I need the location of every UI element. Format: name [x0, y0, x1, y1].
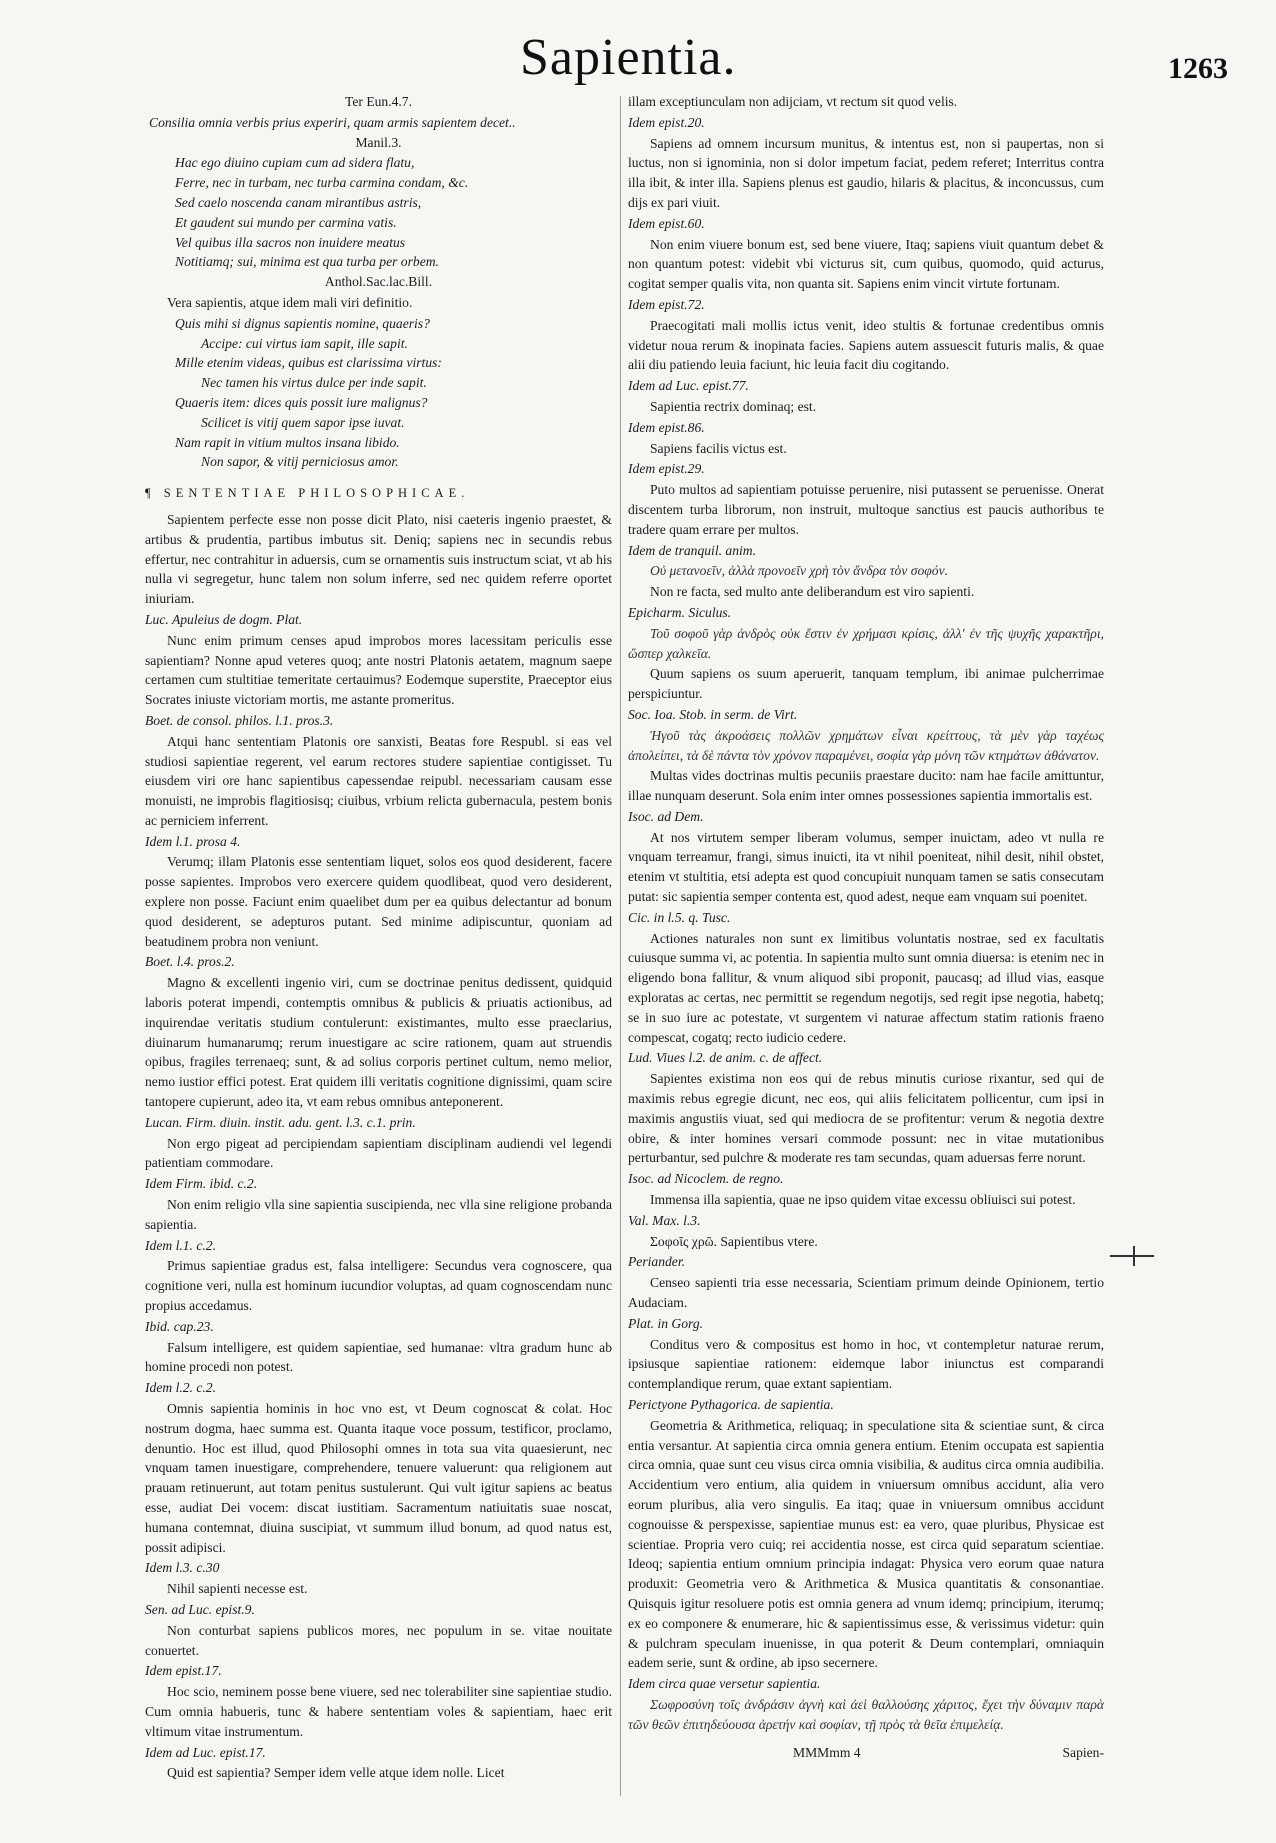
citation: Luc. Apuleius de dogm. Plat. [145, 611, 303, 627]
paragraph: Quid est sapientia? Semper idem velle atque idem nolle. Licet [167, 1765, 505, 1781]
paragraph: Nihil sapienti necesse est. [167, 1581, 308, 1597]
citation: Lucan. Firm. diuin. instit. adu. gent. l.3. c.1. prin. [145, 1114, 416, 1130]
citation: Perictyone Pythagorica. de sapientia. [628, 1397, 834, 1412]
right-column [628, 92, 1104, 1812]
verse-line: Non sapor, & vitij perniciosus amor. [201, 454, 399, 470]
paragraph: Falsum intelligere, est quidem sapientiae, sed humanae: vltra gradum hunc ab homine procedi non potest. [145, 1339, 612, 1375]
paragraph: Hoc scio, neminem posse bene viuere, sed nec tolerabiliter sine sapientiae studio. Cum omnia habueris, tunc & habere sententiam voles & sapientiam, haec erit vltimum vitae instrumentum. [145, 1684, 612, 1739]
citation: Plat. in Gorg. [628, 1315, 704, 1331]
page-footer [628, 1743, 1104, 1763]
paragraph: Actiones naturales non sunt ex limitibus voluntatis nostrae, sed ex facultatis cuiusque summa vi, ac potentia. In sapientia multo sunt omnia diuersa: is etenim nec in eligendo bona fallitur, & vnum aliquod sibi proponit, paucasq; ad illud vias, easque exploratas ac certas, nec permittit se regendum negotijs, sed regit ipse negotia, habetq; se in suo iure ac potestate, vt surgentem vi naturae affectum statim rationis fraeno compescat, cogatq; recto iudicio cedere. [628, 930, 1104, 1045]
verse-line: Consilia omnia verbis prius experiri, quam armis sapientem decet.. [149, 114, 516, 130]
paragraph: Non enim religio vlla sine sapientia suscipienda, nec vlla sine religione probanda sapientia. [145, 1197, 612, 1232]
citation: Idem de tranquil. anim. [628, 542, 756, 558]
citation: Lud. Viues l.2. de anim. c. de affect. [628, 1050, 823, 1066]
citation: Boet. l.4. pros.2. [145, 954, 235, 970]
column-rule [620, 96, 621, 1796]
section-heading: ¶ SENTENTIAE PHILOSOPHICAE. [145, 486, 470, 501]
paragraph: Primus sapientiae gradus est, falsa intelligere: Secundus vera cognoscere, qua cognitione veri, nulla est hominum iucundior voluptas, ad quam cognoscendam nunc propius accedamus. [145, 1258, 612, 1314]
citation: Idem l.1. prosa 4. [145, 833, 241, 849]
verse-line: Notitiamq; sui, minima est qua turba per orbem. [175, 254, 439, 270]
paragraph: Sapientem perfecte esse non posse dicit Plato, nisi caeteris ingenio praestet, & artibus & prudentia, partibus imbutus sit. Deniq; sapiens nec in secundis rebus effertur, nec contrahitur in aduersis, cum se ornamentis suis instructum sciat, vt ab his nulla vi segregetur, hunc talem non solum inferre, sed nec quidem referre oportet iniuriam. [145, 511, 612, 607]
citation: Idem ad Luc. epist.77. [628, 378, 749, 394]
paragraph: Non conturbat sapiens publicos mores, nec populum in se. vitae nouitate conuertet. [145, 1622, 612, 1658]
citation: Periander. [628, 1254, 686, 1270]
citation: Idem epist.72. [628, 296, 705, 312]
citation: Idem l.2. c.2. [145, 1380, 216, 1396]
paragraph: Puto multos ad sapientiam potuisse peruenire, nisi putassent se peruenisse. Onerat discentem turba librorum, non instruit, multoque sanctius est paucis authoribus te tradere quam errare per multos. [628, 482, 1104, 537]
citation: Soc. Ioa. Stob. in serm. de Virt. [628, 706, 798, 722]
verse-line: Quaeris item: dices quis possit iure malignus? [175, 394, 428, 410]
citation: Ibid. cap.23. [145, 1318, 214, 1334]
citation: Sen. ad Luc. epist.9. [145, 1601, 255, 1617]
citation: Isoc. ad Dem. [628, 808, 704, 824]
verse-line: Mille etenim videas, quibus est clarissima virtus: [175, 355, 442, 371]
catchword: Sapien- [1062, 1744, 1104, 1760]
verse-line: Et gaudent sui mundo per carmina vatis. [175, 214, 397, 230]
paragraph: Verumq; illam Platonis esse sententiam liquet, solos eos quod desiderent, facere posse sapientes. Improbos vero exercere quidem quodlibeat, quod vero desiderent, explere non posse. Faciunt enim quaelibet dum per ea quibus delectantur ad bonum quod desiderent, se adepturos putant. Sed minime adipiscuntur, quoniam ad beatudinem probra non veniunt. [145, 854, 612, 949]
paragraph: Omnis sapientia hominis in hoc vno est, vt Deum cognoscat & colat. Hoc nostrum dogma, haec summa est. Quanta itaque voce possum, testificor, proclamo, denuntio. Hoc est illud, quod Philosophi omnes in tota sua vita quaesierunt, nec vnquam tamen inuestigare, comprehendere, tenuere valuerunt: qua religionem aut prauam retinuerunt, aut totam penitus sustulerunt. Qui vult igitur sapiens ac beatus esse, audiat Dei vocem: discat iustitiam. Sacramentum natiuitatis suae noscat, humana contemnat, diuina suscipiat, vt summum illud bonum, ad quod natus est, possit adipisci. [145, 1401, 612, 1555]
paragraph: Σοφοῖς χρῶ. Sapientibus vtere. [650, 1233, 818, 1249]
paragraph: Immensa illa sapientia, quae ne ipso quidem vitae excessu obliuisci sui potest. [650, 1192, 1076, 1208]
paragraph: Τοῦ σοφοῦ γὰρ ἀνδρὸς οὐκ ἔστιν ἐν χρήμασι κρίσις, ἀλλ' ἐν τῆς ψυχῆς χαρακτῆρι, ὥσπερ χαλκεῖα. [628, 625, 1104, 661]
citation: Cic. in l.5. q. Tusc. [628, 909, 731, 925]
verse-line: Nec tamen his virtus dulce per inde sapit. [201, 375, 427, 391]
verse-line: Vel quibus illa sacros non inuidere meatus [175, 234, 406, 250]
paragraph: Conditus vero & compositus est homo in hoc, vt contempletur naturae rerum, ipsiusque sapientiae rationem: eidemque labor iniunctus est comparandi contemplandique rerum, quae extant sapientiam. [628, 1336, 1104, 1392]
citation: Epicharm. Siculus. [628, 604, 732, 620]
paragraph: Non ergo pigeat ad percipiendam sapientiam disciplinam audiendi vel legendi patientiam commodare. [145, 1135, 612, 1171]
paragraph: At nos virtutem semper liberam volumus, semper inuictam, adeo vt nulla re vnquam terreamur, frangi, simus inuicti, ita vt nihil poeniteat, nihil desit, nihil obstet, etenim vt stultitia, etsi adepta est quod concupiuit nunquam tamen se satis consecutam putat: sic sapientia semper contenta est, quod adest, neque eam vnquam sui poenitet. [628, 829, 1104, 905]
paragraph: Manil.3. [355, 134, 402, 150]
page-number: 1263 [1168, 52, 1228, 85]
verse-line: Quis mihi si dignus sapientis nomine, quaeris? [175, 315, 430, 331]
paragraph: Atqui hanc sententiam Platonis ore sanxisti, Beatas fore Respubl. si eas vel studiosi sapientiae regerent, vel earum rectores studere sapientiae contigisset. Tu eiusdem viri ore hanc sapientibus capessendae reipubl. necessariam causam esse monuisti, ne improbis flagitiosisq; ciuibus, vrbium relicta gubernacula, pestem bonis ac perniciem inferrent. [145, 733, 612, 828]
paragraph: Sapiens facilis victus est. [650, 440, 787, 456]
paragraph: Σωφροσύνη τοῖς ἀνδράσιν ἁγνὴ καὶ ἀεὶ θαλλούσης χάριτος, ἔχει τὴν δύναμιν παρὰ τῶν θεῶν ἐπιτηδεύουσα ἀρετήν καὶ σοφίαν, τῇ πρὸς τὰ θεῖα ἐπιμελείᾳ. [628, 1696, 1104, 1732]
paragraph: Οὐ μετανοεῖν, ἀλλὰ προνοεῖν χρὴ τὸν ἄνδρα τὸν σοφόν. [650, 563, 949, 579]
left-column [145, 92, 612, 1812]
paragraph: Censeo sapienti tria esse necessaria, Scientiam primum deinde Opinionem, tertio Audaciam. [628, 1275, 1104, 1311]
paragraph: Ἡγοῦ τὰς ἀκροάσεις πολλῶν χρημάτων εἶναι κρείττους, τὰ μὲν γὰρ ταχέως ἀπολείπει, τὰ δὲ πάντα τὸν χρόνον παραμένει, σοφία γὰρ μόνη τῶν κτημάτων ἀθάνατον. [628, 727, 1104, 763]
citation: Idem epist.29. [628, 461, 705, 477]
verse-line: Accipe: cui virtus iam sapit, ille sapit. [201, 335, 408, 351]
paragraph: Ter Eun.4.7. [345, 94, 412, 109]
citation: Isoc. ad Nicoclem. de regno. [628, 1171, 784, 1187]
citation: Idem l.1. c.2. [145, 1237, 216, 1253]
paragraph: Non enim viuere bonum est, sed bene viuere, Itaq; sapiens viuit quantum debet & non quantum potest: videbit vbi victurus sit, cum quibus, quomodo, quid acturus, cogitat semper qualis vita, non quanta sit. Sapiens enim vincit virtute fortunam. [628, 236, 1104, 292]
citation: Idem epist.17. [145, 1663, 222, 1679]
citation: Idem ad Luc. epist.17. [145, 1744, 266, 1760]
citation: Idem epist.20. [628, 114, 705, 130]
citation: Idem l.3. c.30 [145, 1560, 220, 1576]
verse-line: Scilicet is vitij quem sapor ipse iuvat. [201, 414, 405, 430]
paragraph: Magno & excellenti ingenio viri, cum se doctrinae penitus dedissent, quidquid laboris poterat impendi, contemptis omnibus & publicis & priuatis actionibus, ad inquirendae veritatis studium contulerunt: existimantes, multo esse praeclarius, diuinarum humanarumq; rerum inuestigare ac scire rationem, quam aut struendis opibus, fragiles terrenaeq; sunt, & ad solius corporis pertinet cultum, nemo melior, nemo iustior effici potest. Erat quidem illi veritatis cognitione dignissimi, quam scire tantopere cupierunt, adeo ita, vt eam rebus omnibus anteponerent. [145, 975, 612, 1110]
citation: Idem epist.60. [628, 215, 705, 231]
citation: Idem Firm. ibid. c.2. [145, 1176, 258, 1192]
citation: Idem circa quae versetur sapientia. [628, 1676, 821, 1692]
verse-line: Hac ego diuino cupiam cum ad sidera flatu, [175, 155, 415, 171]
verse-line: Nam rapit in vitium multos insana libido. [175, 434, 400, 450]
paragraph: Geometria & Arithmetica, reliquaq; in speculatione sita & scientiae sunt, & circa entia versantur. At sapientia circa omnia genera entium. Etenim occupata est sapientia circa omnia, quae sunt ceu visus circa omnia visibilia, & auditus circa omnia audibilia. Accidentium vero entium, alia quidem in vniuersum omnibus accidunt, alia vero eorum pluribus, alia vero singulis. Ea itaq; quae in vniuersum omnibus accidunt cognouisse & perspexisse, sapientiae munus est: ea vero, quae pluribus, Physicae est scientiae. Propria vero cuiq; rei accidentia nosse, est circa quid separatum scientiae. Ideoq; sapientia entium omnium principia indagat: Physica vero eorum quae natura produxit: Geometria vero & Arithmetica & Musica quantitatis & consonantiae. Quisquis igitur resoluere potis est omnia genera ad vnum idemq; principium, iterumq; ex eo componere & enumerare, hic & sapientissimus esse, & verissimus videtur: quin & pulchram speculam inuenisse, in qua poterit & Deum contemplari, omniaquin eadem serie, sunt & ordine, ab ipso secernere. [628, 1417, 1104, 1671]
verse-line: Ferre, nec in turbam, nec turba carmina condam, &c. [175, 175, 469, 191]
paragraph: Praecogitati mali mollis ictus venit, ideo stultis & fortunae credentibus omnis videtur noua rerum & inopinata facies. Sapiens autem assuescit futuris malis, & quae alii diu patiendo leuia faciunt, hic leuia facit diu cogitando. [628, 317, 1104, 373]
paragraph: Nunc enim primum censes apud improbos mores lacessitam periculis esse sapientiam? Nonne apud veteres quoq; ante nostri Platonis aetatem, magnum saepe certamen cum stultitiae temeritate certauimus? Eodemque superstite, Praeceptor eius Socrates iniuste victoriam mortis, me astante promeritus. [145, 632, 612, 708]
paragraph: Sapientes existima non eos qui de rebus minutis curiose rixantur, sed qui de maximis rebus egregie dicunt, nec eos, qui aliis felicitatem pollicentur, cum ipsi in maximis angustiis viuat, sed qui mediocra de se profitentur: verum & negotia dextre obire, & inter homines versari commode possunt: nec in vitae mutationibus perturbantur, sed pulchre & moderate res tam secundas, quam aduersas ferre norunt. [628, 1071, 1104, 1166]
paragraph: Multas vides doctrinas multis pecuniis praestare ducito: nam hae facile amittuntur, illae nunquam deserunt. Sola enim inter omnes possessiones sapientia immortalis est. [628, 768, 1104, 804]
paragraph: Sapientia rectrix dominaq; est. [650, 398, 817, 414]
paragraph: Anthol.Sac.lac.Bill. [324, 274, 433, 290]
paragraph: illam exceptiunculam non adijciam, vt rectum sit quod velis. [628, 94, 958, 109]
paragraph: Quum sapiens os suum aperuerit, tanquam templum, ibi animae pulcherrimae perspiciuntur. [628, 666, 1104, 702]
marginal-mark-icon [1108, 1244, 1156, 1268]
signature-mark: MMMmm 4 [793, 1744, 861, 1760]
paragraph: Vera sapientis, atque idem mali viri definitio. [167, 294, 413, 310]
citation: Val. Max. l.3. [628, 1212, 701, 1228]
citation: Boet. de consol. philos. l.1. pros.3. [145, 712, 334, 728]
paragraph: Non re facta, sed multo ante deliberandum est viro sapienti. [650, 584, 975, 600]
running-title: Sapientia. [520, 29, 737, 86]
citation: Idem epist.86. [628, 419, 705, 435]
paragraph: Sapiens ad omnem incursum munitus, & intentus est, non si paupertas, non si luctus, non si ignominia, non si dolor impetum faciat, pedem referet; Interritus contra illa ibit, & inter illa. Sapiens plenus est gaudio, hilaris & placitus, & inconcussus, cum dijs ex pari viuit. [628, 135, 1104, 210]
verse-line: Sed caelo noscenda canam mirantibus astris, [175, 194, 422, 210]
